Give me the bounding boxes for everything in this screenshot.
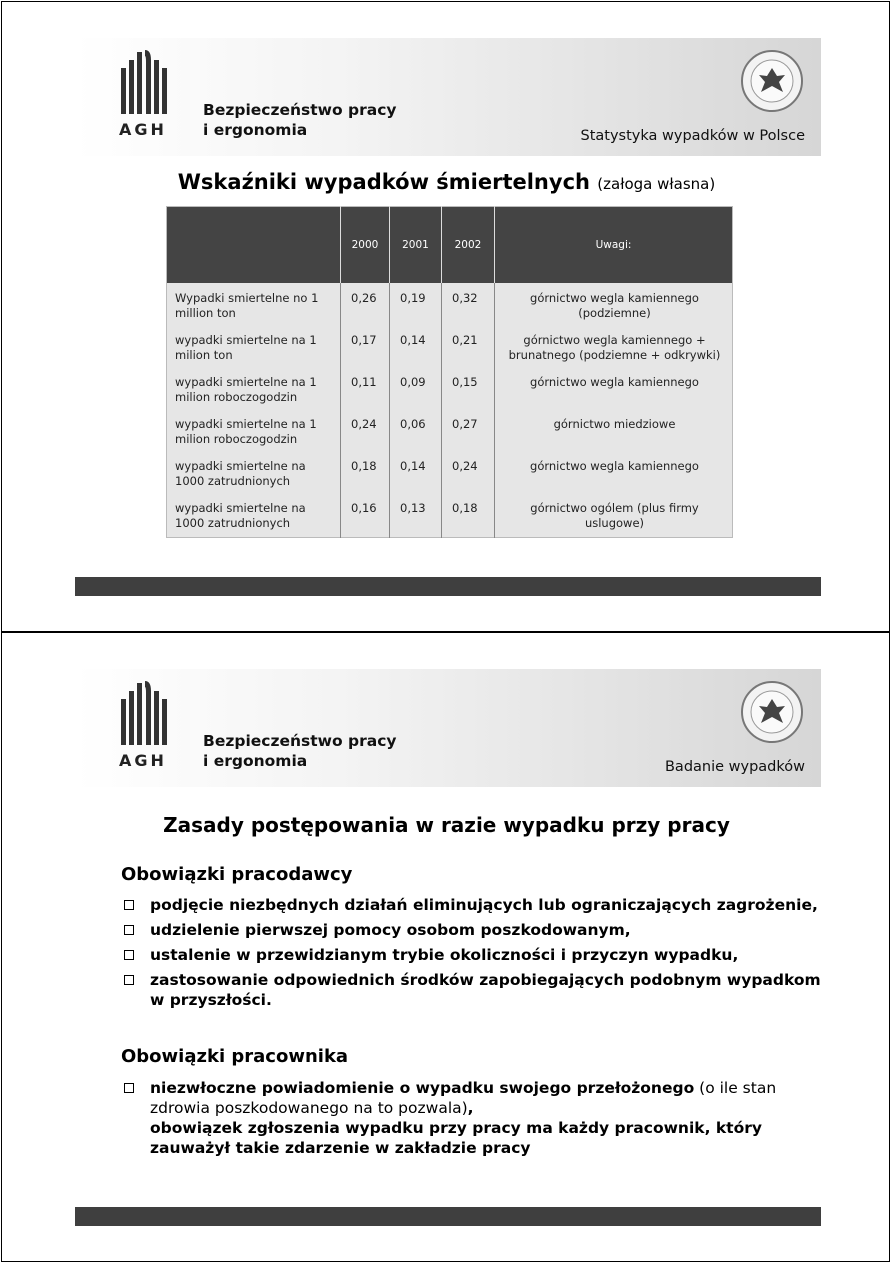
row-label: wypadki smiertelne na 1000 zatrudnionych: [167, 453, 341, 495]
faculty-seal-icon: [739, 679, 805, 745]
table-header-cell: Uwagi:: [495, 207, 733, 284]
slide-title: Zasady postępowania w razie wypadku przy pracy: [163, 813, 730, 837]
footer-bar: [75, 577, 821, 596]
slide-title: Wskaźniki wypadków śmiertelnych (załoga własna): [177, 170, 716, 194]
checkbox-bullet-icon: [124, 950, 134, 960]
table-row: [167, 369, 733, 411]
row-note: górnictwo miedziowe: [495, 411, 733, 453]
section-label: Badanie wypadków: [664, 759, 805, 775]
slide-title-sub: (załoga własna): [597, 175, 716, 193]
fatal-accidents-table: [166, 206, 733, 538]
value-2001: 0,09: [390, 369, 442, 411]
agh-logo-icon: [121, 681, 169, 745]
slide-header: [75, 669, 821, 787]
list-item: zastosowanie odpowiednich środków zapobiegających podobnym wypadkom w przyszłości.: [122, 970, 822, 1010]
section-label: Statystyka wypadków w Polsce: [580, 128, 805, 144]
table-row: [167, 283, 733, 327]
value-2000: 0,11: [341, 369, 390, 411]
row-note: górnictwo wegla kamiennego + brunatnego (podziemne + odkrywki): [495, 327, 733, 369]
list-item: ustalenie w przewidzianym trybie okoliczności i przyczyn wypadku,: [122, 945, 822, 965]
checkbox-bullet-icon: [124, 900, 134, 910]
value-2000: 0,16: [341, 495, 390, 538]
value-2000: 0,17: [341, 327, 390, 369]
checkbox-bullet-icon: [124, 925, 134, 935]
value-2001: 0,06: [390, 411, 442, 453]
agh-logo-text: AGH: [119, 751, 167, 770]
slide-accident-procedure: [1, 632, 890, 1262]
value-2002: 0,32: [442, 283, 495, 327]
employee-duties-list: [122, 1078, 822, 1163]
agh-logo-icon: [121, 50, 169, 114]
course-title: Bezpieczeństwo pracy i ergonomia: [203, 101, 397, 139]
row-label: Wypadki smiertelne no 1 million ton: [167, 283, 341, 327]
value-2000: 0,26: [341, 283, 390, 327]
row-note: górnictwo wegla kamiennego (podziemne): [495, 283, 733, 327]
value-2001: 0,13: [390, 495, 442, 538]
row-label: wypadki smiertelne na 1 milion roboczogodzin: [167, 369, 341, 411]
table-header-cell: 2002: [442, 207, 495, 284]
table-row: [167, 495, 733, 538]
faculty-seal-icon: [739, 48, 805, 114]
value-2002: 0,15: [442, 369, 495, 411]
table-header-cell: 2001: [390, 207, 442, 284]
checkbox-bullet-icon: [124, 1083, 134, 1093]
employee-heading: Obowiązki pracownika: [121, 1046, 349, 1067]
table-header-row: [167, 207, 733, 284]
value-2002: 0,27: [442, 411, 495, 453]
list-item: podjęcie niezbędnych działań eliminujących lub ograniczających zagrożenie,: [122, 895, 822, 915]
table-row: [167, 411, 733, 453]
value-2002: 0,21: [442, 327, 495, 369]
value-2000: 0,18: [341, 453, 390, 495]
value-2001: 0,14: [390, 327, 442, 369]
employer-duties-list: [122, 895, 822, 1015]
slide-header: [75, 38, 821, 156]
row-note: górnictwo ogólem (plus firmy uslugowe): [495, 495, 733, 538]
value-2000: 0,24: [341, 411, 390, 453]
row-label: wypadki smiertelne na 1 milion roboczogodzin: [167, 411, 341, 453]
row-label: wypadki smiertelne na 1000 zatrudnionych: [167, 495, 341, 538]
list-item: udzielenie pierwszej pomocy osobom poszkodowanym,: [122, 920, 822, 940]
value-2002: 0,18: [442, 495, 495, 538]
table-header-cell: [167, 207, 341, 284]
row-label: wypadki smiertelne na 1 milion ton: [167, 327, 341, 369]
course-title: Bezpieczeństwo pracy i ergonomia: [203, 732, 397, 770]
row-note: górnictwo wegla kamiennego: [495, 453, 733, 495]
value-2001: 0,19: [390, 283, 442, 327]
row-note: górnictwo wegla kamiennego: [495, 369, 733, 411]
agh-logo-text: AGH: [119, 120, 167, 139]
value-2001: 0,14: [390, 453, 442, 495]
list-item: niezwłoczne powiadomienie o wypadku swojego przełożonego (o ile stan zdrowia poszkodowanego na to pozwala), obowiązek zgłoszenia wypadku przy pracy ma każdy pracownik, który zauważył takie zdarzenie w zakładzie pracy: [122, 1078, 822, 1158]
footer-bar: [75, 1207, 821, 1226]
value-2002: 0,24: [442, 453, 495, 495]
table-header-cell: 2000: [341, 207, 390, 284]
checkbox-bullet-icon: [124, 975, 134, 985]
table-row: [167, 327, 733, 369]
employer-heading: Obowiązki pracodawcy: [121, 864, 353, 885]
table-row: [167, 453, 733, 495]
slide-statistics: [1, 1, 890, 632]
